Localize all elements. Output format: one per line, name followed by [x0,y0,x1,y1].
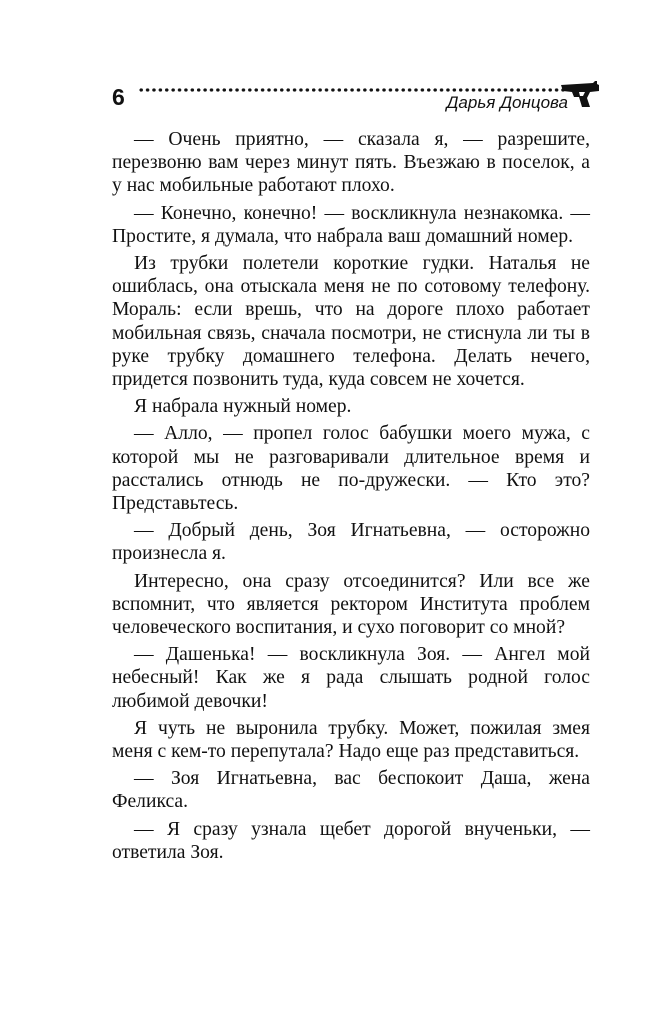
paragraph: — Алло, — пропел голос бабушки моего мужа, с которой мы не разговаривали длительное время и расстались отнюдь не по-дружески. — Кто это? Представьтесь. [112,423,590,515]
page-number: 6 [112,84,125,110]
paragraph: — Добрый день, Зоя Игнатьевна, — осторожно произнесла я. [112,520,590,565]
paragraph: Интересно, она сразу отсоединится? Или все же вспомнит, что является ректором Института проблем человеческого воспитания, и сухо поговорит со мной? [112,570,590,639]
paragraph: — Дашенька! — воскликнула Зоя. — Ангел мой небесный! Как же я рада слышать родной голос любимой девочки! [112,644,590,712]
paragraph: — Очень приятно, — сказала я, — разрешите, перезвоню вам через минут пять. Въезжаю в поселок, а у нас мобильные работают плохо. [112,129,590,197]
paragraph: Я набрала нужный номер. [134,396,352,418]
running-header-author: Дарья Донцова [446,93,568,112]
main-text [112,128,590,864]
paragraph: Я чуть не выронила трубку. Может, пожилая змея меня с кем-то перепутала? Надо еще раз представиться. [112,717,590,763]
paragraph: — Зоя Игнатьевна, вас беспокоит Даша, жена Феликса. [112,768,590,813]
paragraph: — Я сразу узнала щебет дорогой внученьки, — ответила Зоя. [112,818,590,863]
running-header [112,78,598,118]
pistol-icon [560,80,600,108]
paragraph: — Конечно, конечно! — воскликнула незнакомка. — Простите, я думала, что набрала ваш домашний номер. [112,202,590,247]
paragraph: Из трубки полетели короткие гудки. Наталья не ошиблась, она отыскала меня не по сотовому телефону. Мораль: если врешь, что на дороге плохо работает мобильная связь, сначала посмотри, не стиснула ли ты в руке трубку домашнего телефона. Делать нечего, придется позвонить туда, куда совсем не хочется. [112,253,590,391]
